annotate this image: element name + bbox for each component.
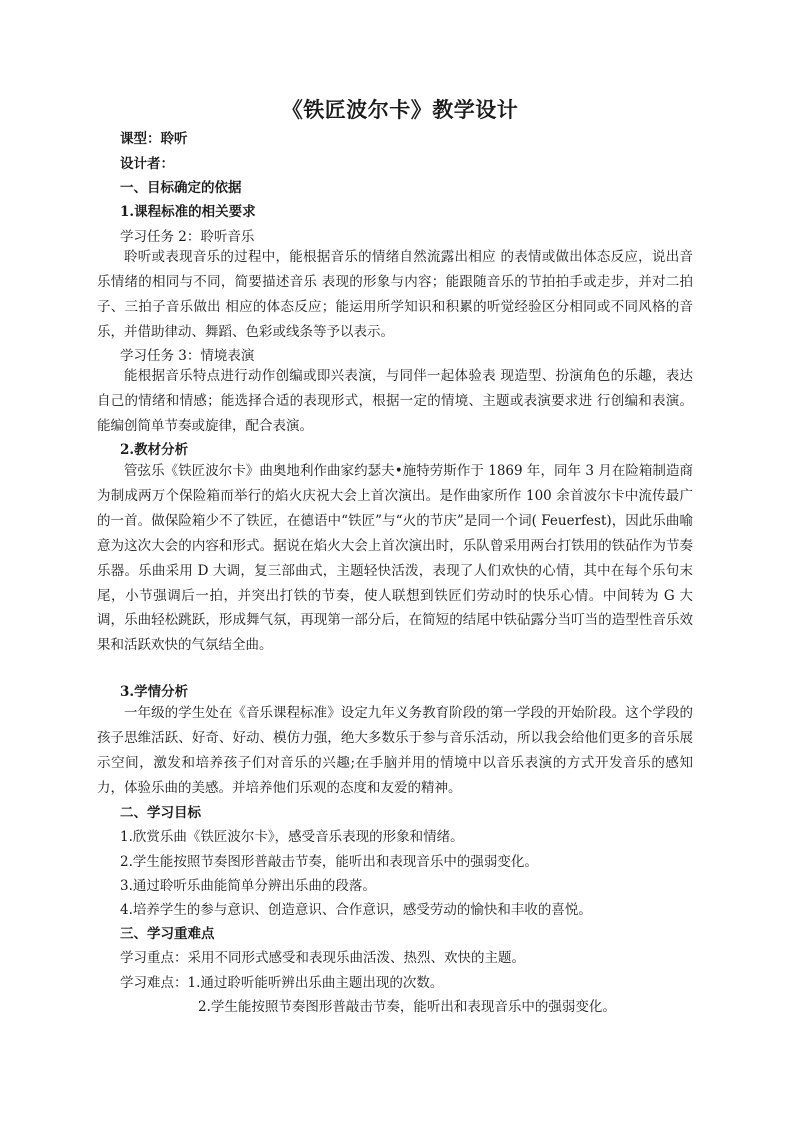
section-1-heading: 一、目标确定的依据	[120, 180, 242, 196]
subsection-1-heading: 1.课程标准的相关要求	[120, 204, 256, 220]
subsection-2-heading: 2.教材分析	[120, 442, 189, 458]
key-point: 学习重点：采用不同形式感受和表现乐曲活泼、热烈、欢快的主题。	[120, 950, 525, 966]
difficulty-item: 学习难点：1.通过聆听能听辨出乐曲主题出现的次数。	[120, 975, 444, 991]
task-2-paragraph: 聆听或表现音乐的过程中，能根据音乐的情绪自然流露出相应 的表情或做出体态反应，说出音乐情绪的相同与不同，简要描述音乐 表现的形象与内容；能跟随音乐的节拍拍手或走步，并对二拍子、三拍子音乐做出 相应的体态反应；能运用所学知识和积累的听觉经验区分相同或不同风格的音乐，并借助律动、舞蹈、色彩或线条等予以表示。	[97, 249, 693, 340]
task-2-label: 学习任务 2：聆听音乐	[120, 229, 255, 245]
document-title: 《铁匠波尔卡》教学设计	[281, 97, 519, 122]
section-3-heading: 三、学习重难点	[120, 926, 215, 942]
material-analysis-paragraph: 管弦乐《铁匠波尔卡》曲奥地利作曲家约瑟夫•施特劳斯作于 1869 年，同年 3 月在险箱制造商为制成两万个保险箱而举行的焰火庆祝大会上首次演出。是作曲家所作 100 余首波尔卡中流传最广的一首。做保险箱少不了铁匠，在德语中“铁匠”与“火的节庆”是同一个词( Feuerfest)，因此乐曲喻意为这次大会的内容和形式。据说在焰火大会上首次演出时，乐队曾采用两台打铁用的铁砧作为节奏乐器。乐曲采用 D 大调，复三部曲式，主题轻快活泼，表现了人们欢快的心情，其中在每个乐句末尾，小节强调后一拍，并突出打铁的节奏，使人联想到铁匠们劳动时的快乐心情。中间转为 G 大调，乐曲轻松跳跃，形成舞气氛，再现第一部分后，在简短的结尾中铁砧露分当叮当的造型性音乐效果和活跃欢快的气氛结全曲。	[97, 463, 693, 654]
difficulty-item: 2.学生能按照节奏图形普敲击节奏，能听出和表现音乐中的强弱变化。	[198, 999, 616, 1015]
objective-item: 4.培养学生的参与意识、创造意识、合作意识，感受劳动的愉快和丰收的喜悦。	[120, 902, 592, 918]
subsection-3-heading: 3.学情分析	[120, 684, 189, 700]
task-3-paragraph: 能根据音乐特点进行动作创编或即兴表演，与同伴一起体验表 现造型、扮演角色的乐趣，表达自己的情绪和情感；能选择合适的表现形式，根据一定的情境、主题或表演要求进 行创编和表演。能编创简单节奏或旋律，配合表演。	[97, 368, 693, 434]
student-analysis-paragraph: 一年级的学生处在《音乐课程标准》设定九年义务教育阶段的第一学段的开始阶段。这个学段的孩子思维活跃、好奇、好动、模仿力强，绝大多数乐于参与音乐活动，所以我会给他们更多的音乐展示空间，激发和培养孩子们对音乐的兴趣;在手脑并用的情境中以音乐表演的方式开发音乐的感知力，体验乐曲的美感。并培养他们乐观的态度和友爱的精神。	[97, 705, 693, 796]
objective-item: 2.学生能按照节奏图形普敲击节奏，能听出和表现音乐中的强弱变化。	[120, 854, 538, 870]
section-2-heading: 二、学习目标	[120, 805, 201, 821]
task-3-label: 学习任务 3：情境表演	[120, 348, 255, 364]
course-type: 课型：聆听	[120, 131, 188, 147]
designer: 设计者：	[120, 156, 174, 172]
objective-item: 3.通过聆听乐曲能简单分辨出乐曲的段落。	[120, 878, 376, 894]
objective-item: 1.欣赏乐曲《铁匠波尔卡》，感受音乐表现的形象和情绪。	[120, 829, 464, 845]
